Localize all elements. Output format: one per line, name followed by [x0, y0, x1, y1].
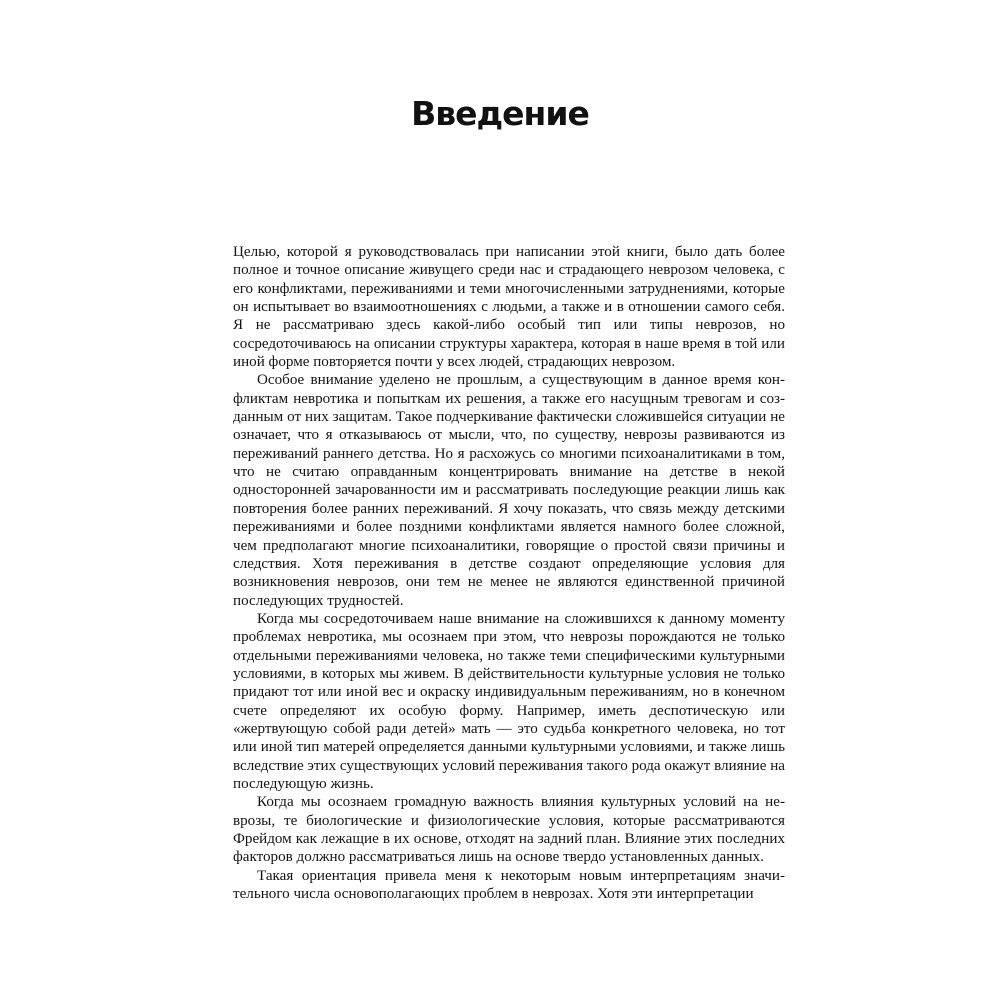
paragraph-3: Когда мы сосредоточиваем наше внимание на сложившихся к данному моменту проблемах невротика, мы осознаем при этом, что неврозы порождаются не только отдельными переживаниями человека, но также теми специфическими культурными условиями, в которых мы живем. В действительности культурные условия не только придают тот или иной вес и окраску индивидуальным переживаниям, но в конечном счете определяют их особую форму. Например, иметь деспотическую или «жертвующую собой ради детей» мать — это судьба конкретного человека, но тот или иной тип матерей определяется данными культурными условиями, и также лишь вследствие этих существующих условий переживания такого рода окажут влияние на последующую жизнь.: [233, 610, 785, 792]
paragraph-1: Целью, которой я руководствовалась при написании этой книги, было дать более полное и точное описание живущего среди нас и страдающего неврозом человека, с его конфликтами, переживаниями и теми многочисленными затруднениями, которые он испытывает во взаимоотношениях с людьми, а также и в отношении самого себя. Я не рассматриваю здесь какой-либо особый тип или типы неврозов, но сосредоточиваюсь на описании структуры характера, которая в наше время в той или иной форме повторяется почти у всех людей, страдающих неврозом.: [233, 244, 785, 371]
paragraph-2: Особое внимание уделено не прошлым, а существующим в данное время конфликтам невротика и попыткам их решения, а также его насущным тревогам и созданным от них защитам. Такое подчеркивание фактически сложившейся ситуации не означает, что я отказываюсь от мысли, что, по существу, неврозы развиваются из переживаний раннего детства. Но я расхожусь со многими психоаналитиками в том, что не считаю оправданным концентрировать внимание на детстве в некой односторонней зачарованности им и рассматривать последующие реакции лишь как повторения более ранних переживаний. Я хочу показать, что связь между детскими переживаниями и более поздними конфликтами является намного более сложной, чем предполагают многие психоаналитики, говорящие о простой связи причины и следствия. Хотя переживания в детстве создают определяющие условия для возникновения неврозов, они тем не менее не являются единственной причиной последующих трудностей.: [233, 372, 785, 609]
body-text: [233, 243, 785, 903]
paragraph-5: Такая ориентация привела меня к некоторым новым интерпретациям значительного числа основополагающих проблем в неврозах. Хотя эти интерпретации: [233, 867, 785, 903]
chapter-title: Введение: [411, 94, 589, 133]
paragraph-4: Когда мы осознаем громадную важность влияния культурных условий на неврозы, те биологические и физиологические условия, которые рассматриваются Фрейдом как лежащие в их основе, отходят на задний план. Влияние этих последних факторов должно рассматриваться лишь на основе твердо установленных данных.: [233, 794, 785, 866]
